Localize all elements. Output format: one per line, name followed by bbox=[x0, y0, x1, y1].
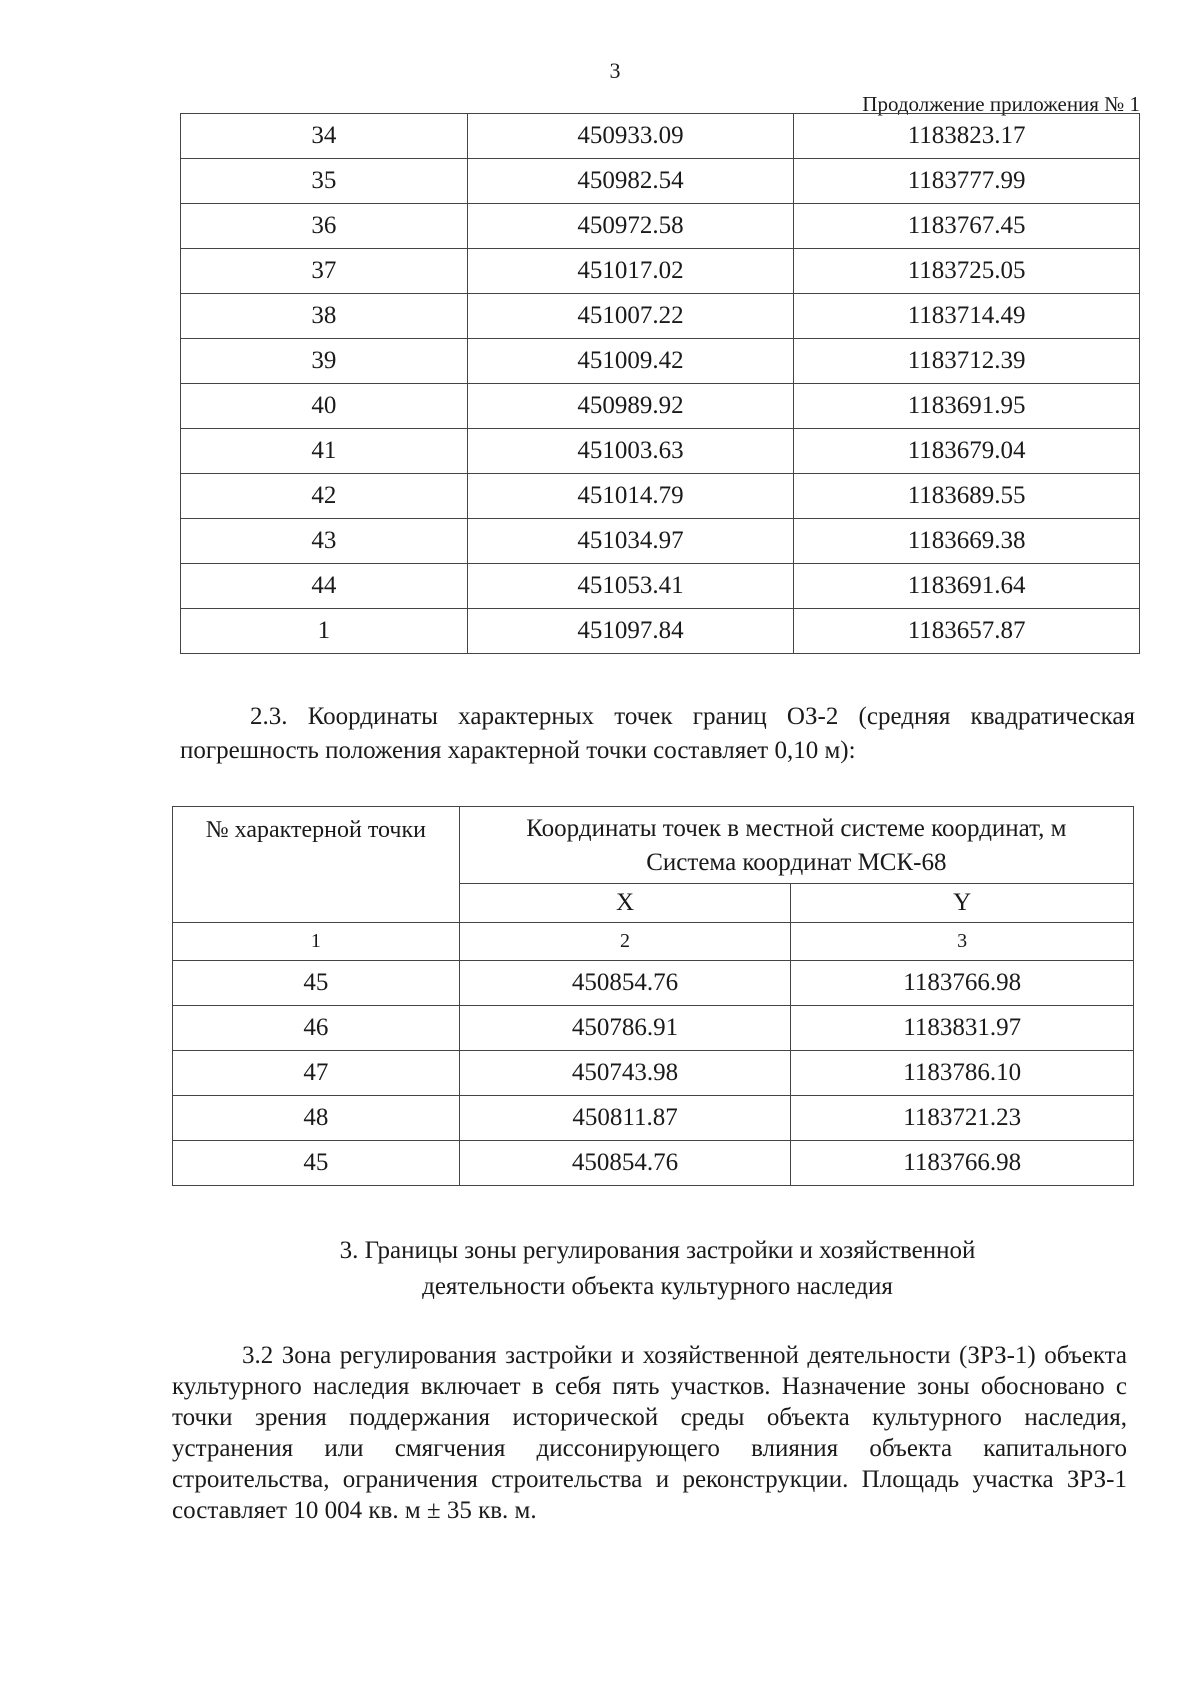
point-number-cell: 46 bbox=[173, 1006, 460, 1051]
point-number-cell: 40 bbox=[181, 384, 468, 429]
table-row bbox=[181, 249, 1140, 294]
column-number-2: 2 bbox=[459, 923, 791, 961]
page-number: 3 bbox=[609, 58, 621, 83]
table-row bbox=[181, 384, 1140, 429]
x-coordinate-cell: 450933.09 bbox=[467, 114, 794, 159]
point-number-cell: 35 bbox=[181, 159, 468, 204]
x-coordinate-cell: 450743.98 bbox=[459, 1051, 791, 1096]
y-coordinate-cell: 1183679.04 bbox=[794, 429, 1140, 474]
y-coordinate-cell: 1183725.05 bbox=[794, 249, 1140, 294]
table-row bbox=[173, 1096, 1134, 1141]
x-coordinate-cell: 450811.87 bbox=[459, 1096, 791, 1141]
x-coordinate-cell: 451053.41 bbox=[467, 564, 794, 609]
point-number-cell: 34 bbox=[181, 114, 468, 159]
oz2-coordinates-table bbox=[172, 806, 1134, 1186]
table-row bbox=[181, 159, 1140, 204]
x-coordinate-cell: 450786.91 bbox=[459, 1006, 791, 1051]
continuation-label: Продолжение приложения № 1 bbox=[862, 92, 1140, 116]
point-number-cell: 44 bbox=[181, 564, 468, 609]
coordinates-table-continued bbox=[180, 113, 1140, 654]
y-coordinate-cell: 1183786.10 bbox=[791, 1051, 1134, 1096]
x-coordinate-cell: 451003.63 bbox=[467, 429, 794, 474]
x-coordinate-cell: 451007.22 bbox=[467, 294, 794, 339]
table-row bbox=[173, 961, 1134, 1006]
section-2-3-paragraph: 2.3. Координаты характерных точек границ ОЗ-2 (средняя квадратическая погрешность положения характерной точки составляет 0,10 м): bbox=[180, 703, 1135, 764]
column-number-1: 1 bbox=[173, 923, 460, 961]
y-coordinate-cell: 1183657.87 bbox=[794, 609, 1140, 654]
y-coordinate-cell: 1183691.95 bbox=[794, 384, 1140, 429]
x-coordinate-cell: 451034.97 bbox=[467, 519, 794, 564]
x-coordinate-cell: 451097.84 bbox=[467, 609, 794, 654]
x-coordinate-cell: 450982.54 bbox=[467, 159, 794, 204]
oz2-coordinates-table-body bbox=[173, 961, 1134, 1186]
x-coordinate-cell: 451017.02 bbox=[467, 249, 794, 294]
y-coordinate-cell: 1183766.98 bbox=[791, 1141, 1134, 1186]
point-number-cell: 48 bbox=[173, 1096, 460, 1141]
y-coordinate-cell: 1183777.99 bbox=[794, 159, 1140, 204]
y-coordinate-cell: 1183669.38 bbox=[794, 519, 1140, 564]
table-row bbox=[181, 204, 1140, 249]
point-number-cell: 45 bbox=[173, 961, 460, 1006]
table-row bbox=[181, 294, 1140, 339]
x-coordinate-cell: 450854.76 bbox=[459, 1141, 791, 1186]
y-coordinate-cell: 1183831.97 bbox=[791, 1006, 1134, 1051]
coordinates-table-continued-body bbox=[181, 114, 1140, 654]
point-number-cell: 1 bbox=[181, 609, 468, 654]
table-row bbox=[173, 1141, 1134, 1186]
point-number-cell: 38 bbox=[181, 294, 468, 339]
table-row bbox=[181, 474, 1140, 519]
point-number-cell: 47 bbox=[173, 1051, 460, 1096]
column-number-3: 3 bbox=[791, 923, 1134, 961]
header-coordinates-line2: Система координат МСК-68 bbox=[646, 849, 947, 876]
table-row bbox=[181, 429, 1140, 474]
y-coordinate-cell: 1183721.23 bbox=[791, 1096, 1134, 1141]
header-y: Y bbox=[791, 884, 1134, 923]
header-coordinates bbox=[459, 807, 1133, 884]
y-coordinate-cell: 1183712.39 bbox=[794, 339, 1140, 384]
header-coordinates-line1: Координаты точек в местной системе координат, м bbox=[526, 815, 1067, 842]
table-row bbox=[181, 564, 1140, 609]
x-coordinate-cell: 451009.42 bbox=[467, 339, 794, 384]
section-3-heading bbox=[180, 1233, 1135, 1305]
point-number-cell: 37 bbox=[181, 249, 468, 294]
point-number-cell: 43 bbox=[181, 519, 468, 564]
y-coordinate-cell: 1183823.17 bbox=[794, 114, 1140, 159]
y-coordinate-cell: 1183689.55 bbox=[794, 474, 1140, 519]
x-coordinate-cell: 450854.76 bbox=[459, 961, 791, 1006]
table-row bbox=[181, 339, 1140, 384]
header-x: X bbox=[459, 884, 791, 923]
y-coordinate-cell: 1183714.49 bbox=[794, 294, 1140, 339]
section-3-2-paragraph: 3.2 Зона регулирования застройки и хозяйственной деятельности (ЗРЗ-1) объекта культурного наследия включает в себя пять участков. Назначение зоны обосновано с точки зрения поддержания исторической среды объекта культурного наследия, устранения или смягчения диссонирующего влияния объекта капитального строительства, ограничения строительства и реконструкции. Площадь участка ЗРЗ-1 составляет 10 004 кв. м ± 35 кв. м. bbox=[172, 1342, 1127, 1524]
y-coordinate-cell: 1183766.98 bbox=[791, 961, 1134, 1006]
y-coordinate-cell: 1183691.64 bbox=[794, 564, 1140, 609]
x-coordinate-cell: 450972.58 bbox=[467, 204, 794, 249]
x-coordinate-cell: 451014.79 bbox=[467, 474, 794, 519]
section-3-heading-line1: 3. Границы зоны регулирования застройки и хозяйственной bbox=[339, 1237, 976, 1264]
point-number-cell: 45 bbox=[173, 1141, 460, 1186]
x-coordinate-cell: 450989.92 bbox=[467, 384, 794, 429]
table-row bbox=[181, 519, 1140, 564]
y-coordinate-cell: 1183767.45 bbox=[794, 204, 1140, 249]
table-row bbox=[173, 1051, 1134, 1096]
section-3-heading-line2: деятельности объекта культурного наследия bbox=[422, 1273, 893, 1300]
table-row bbox=[173, 1006, 1134, 1051]
header-point-number: № характерной точки bbox=[173, 807, 460, 923]
point-number-cell: 42 bbox=[181, 474, 468, 519]
point-number-cell: 39 bbox=[181, 339, 468, 384]
point-number-cell: 36 bbox=[181, 204, 468, 249]
point-number-cell: 41 bbox=[181, 429, 468, 474]
table-row bbox=[181, 609, 1140, 654]
table-row bbox=[181, 114, 1140, 159]
